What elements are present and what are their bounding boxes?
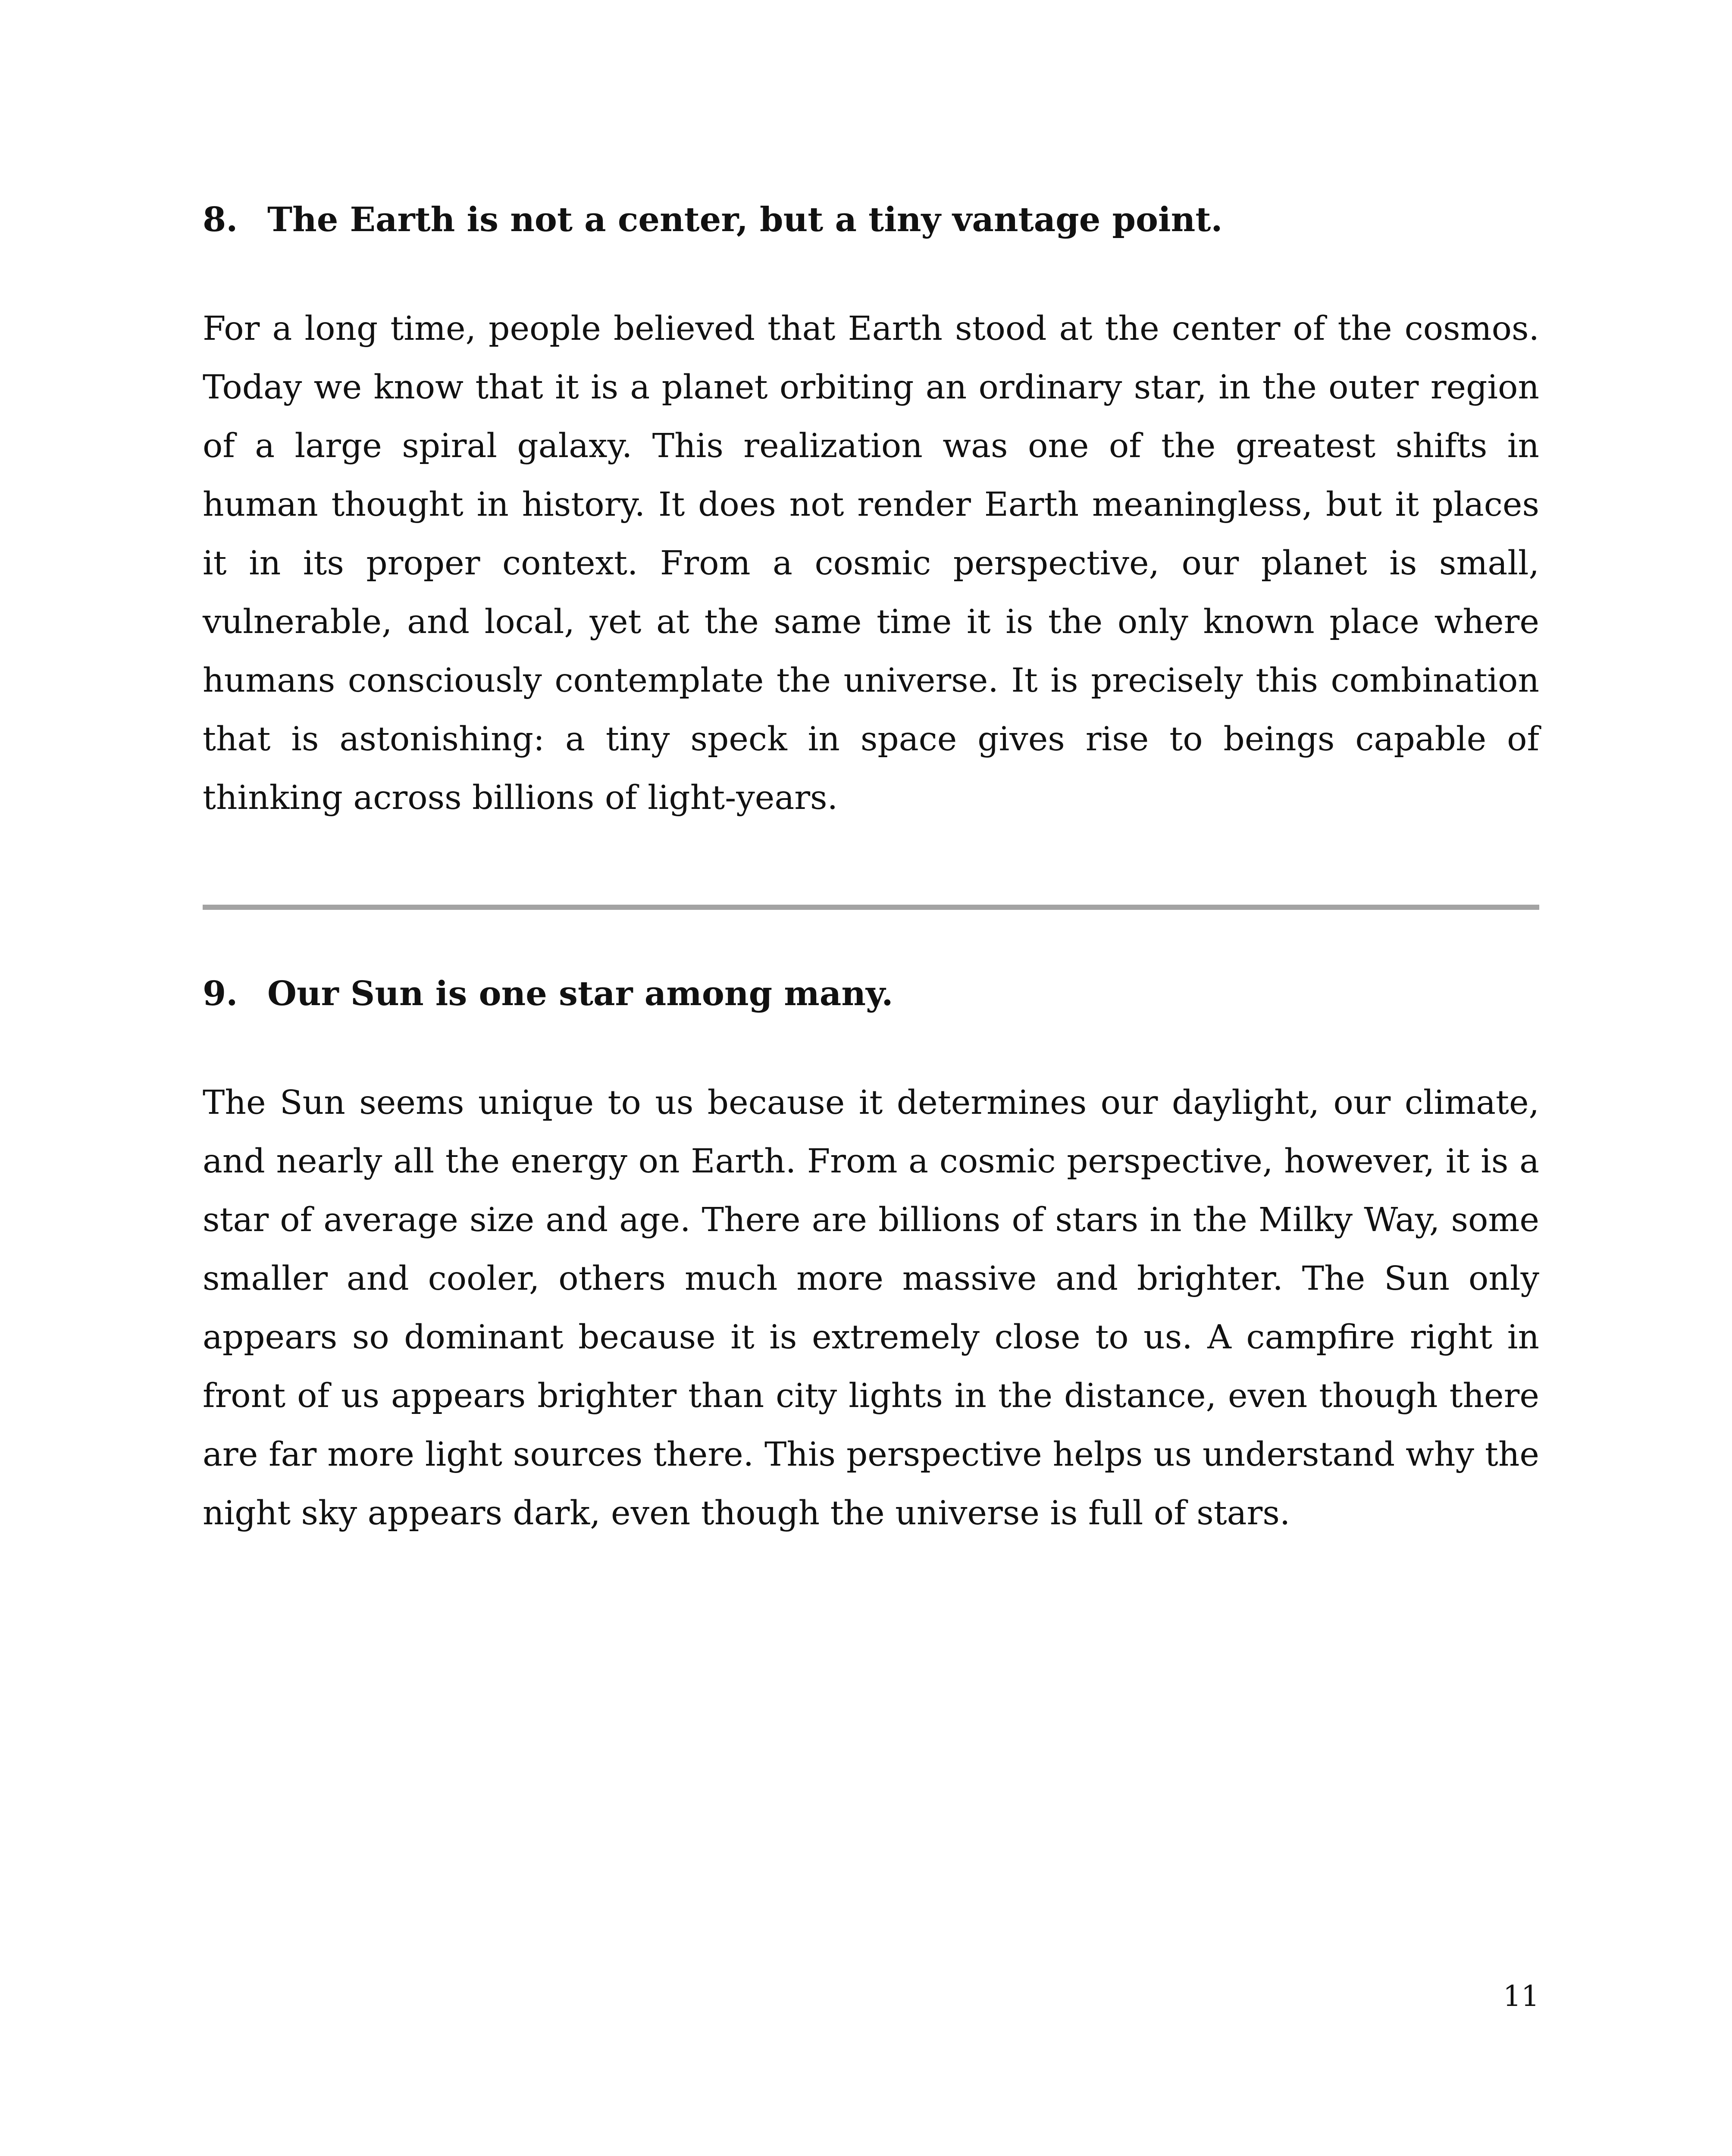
section-8 — [203, 196, 1539, 827]
section-title: Our Sun is one star among many. — [267, 974, 893, 1013]
section-number: 9. — [203, 974, 238, 1013]
page-number: 11 — [1503, 1980, 1539, 2013]
section-9 — [203, 970, 1539, 1543]
section-body: For a long time, people believed that Earth stood at the center of the cosmos. Today we know that it is a planet orbiting an ordinary star, in the outer region of a large spiral galaxy. This realization was one of the greatest shifts in human thought in history. It does not render Earth meaningless, but it places it in its proper context. From a cosmic perspective, our planet is small, vulnerable, and local, yet at the same time it is the only known place where humans consciously contemplate the universe. It is precisely this combination that is astonishing: a tiny speck in space gives rise to beings capable of thinking across billions of light-years. — [203, 310, 1539, 817]
section-heading — [203, 196, 1539, 244]
section-divider — [203, 905, 1539, 910]
section-title: The Earth is not a center, but a tiny vantage point. — [267, 200, 1223, 239]
section-body: The Sun seems unique to us because it determines our daylight, our climate, and nearly all the energy on Earth. From a cosmic perspective, however, it is a star of average size and age. There are billions of stars in the Milky Way, some smaller and cooler, others much more massive and brighter. The Sun only appears so dominant because it is extremely close to us. A campfire right in front of us appears brighter than city lights in the distance, even though there are far more light sources there. This perspective helps us understand why the night sky appears dark, even though the universe is full of stars. — [203, 1084, 1539, 1532]
section-number: 8. — [203, 200, 238, 239]
section-heading — [203, 970, 1539, 1018]
